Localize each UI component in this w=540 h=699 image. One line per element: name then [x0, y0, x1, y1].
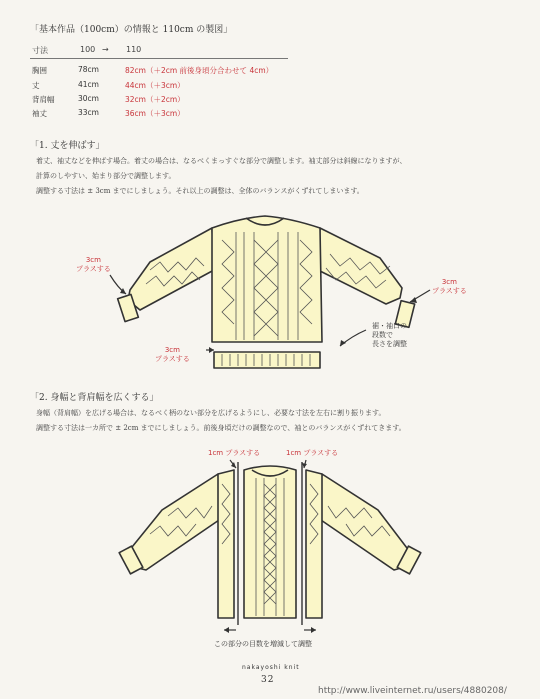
table-row-label: 袖丈 [32, 109, 47, 118]
table-row-base: 41cm [78, 80, 99, 89]
hem-cm: 3cm [164, 346, 180, 354]
table-row-label: 胸囲 [32, 66, 47, 75]
width-left-label: 1cm プラスする [208, 449, 261, 457]
table-row-new: 82cm（＋2cm 前後身頃分合わせて 4cm） [125, 66, 274, 75]
section2-text-line: 身幅（背肩幅）を広げる場合は、なるべく柄のない部分を広げるようにし、必要な寸法を左右に割り振ります。 [36, 409, 386, 417]
table-row-label: 丈 [32, 81, 40, 90]
page-number: 32 [261, 675, 275, 685]
section2-heading: 「2. 身幅と背肩幅を広くする」 [30, 393, 159, 403]
table-row-base: 33cm [78, 108, 99, 117]
table-row-new: 32cm（＋2cm） [125, 95, 185, 104]
watermark-url: http://www.liveinternet.ru/users/4880208/ [318, 686, 507, 696]
cuff-note-line: 段数で [372, 330, 393, 339]
section2-text-line: 調整する寸法は一カ所で ± 2cm までにしましょう。前後身頃だけの調整なので、袖とのバランスがくずれてきます。 [36, 424, 406, 432]
section1-text-line: 着丈、袖丈などを伸ばす場合。着丈の場合は、なるべくまっすぐな部分で調整します。袖丈部分は斜線になりますが、 [36, 157, 407, 165]
width-right-label: 1cm プラスする [286, 449, 339, 457]
section1-text-line: 調整する寸法は ± 3cm までにしましょう。それ以上の調整は、全体のバランスがくずれてしまいます。 [36, 187, 364, 195]
cuff-note-line: 裾・袖口の [372, 322, 407, 330]
section1-heading: 「1. 丈を伸ばす」 [30, 141, 105, 151]
page-title: 「基本作品（100cm）の情報と 110cm の製図」 [30, 25, 233, 35]
table-row-base: 30cm [78, 94, 99, 103]
table-row-base: 78cm [78, 65, 99, 74]
table-header-from: 100 [80, 45, 96, 54]
table-row-new: 36cm（＋3cm） [125, 109, 185, 118]
right-sleeve-action: プラスする [432, 286, 467, 295]
table-row-label: 背肩幅 [32, 95, 55, 104]
hem-action: プラスする [155, 354, 190, 363]
table-row-new: 44cm（＋3cm） [125, 81, 185, 90]
cuff-note-line: 長さを調整 [372, 339, 407, 348]
section1-text-line: 計算のしやすい、始まり部分で調整します。 [36, 172, 176, 180]
table-header-to: 110 [126, 45, 142, 54]
right-sleeve-cm: 3cm [441, 278, 457, 286]
footer-brand: nakayoshi knit [242, 664, 300, 671]
table-header-arrow: → [102, 45, 109, 54]
width-bottom-label: この部分の目数を増減して調整 [214, 640, 312, 648]
left-sleeve-cm: 3cm [85, 256, 101, 264]
table-header-label: 寸法 [32, 46, 48, 55]
left-sleeve-action: プラスする [76, 264, 111, 273]
